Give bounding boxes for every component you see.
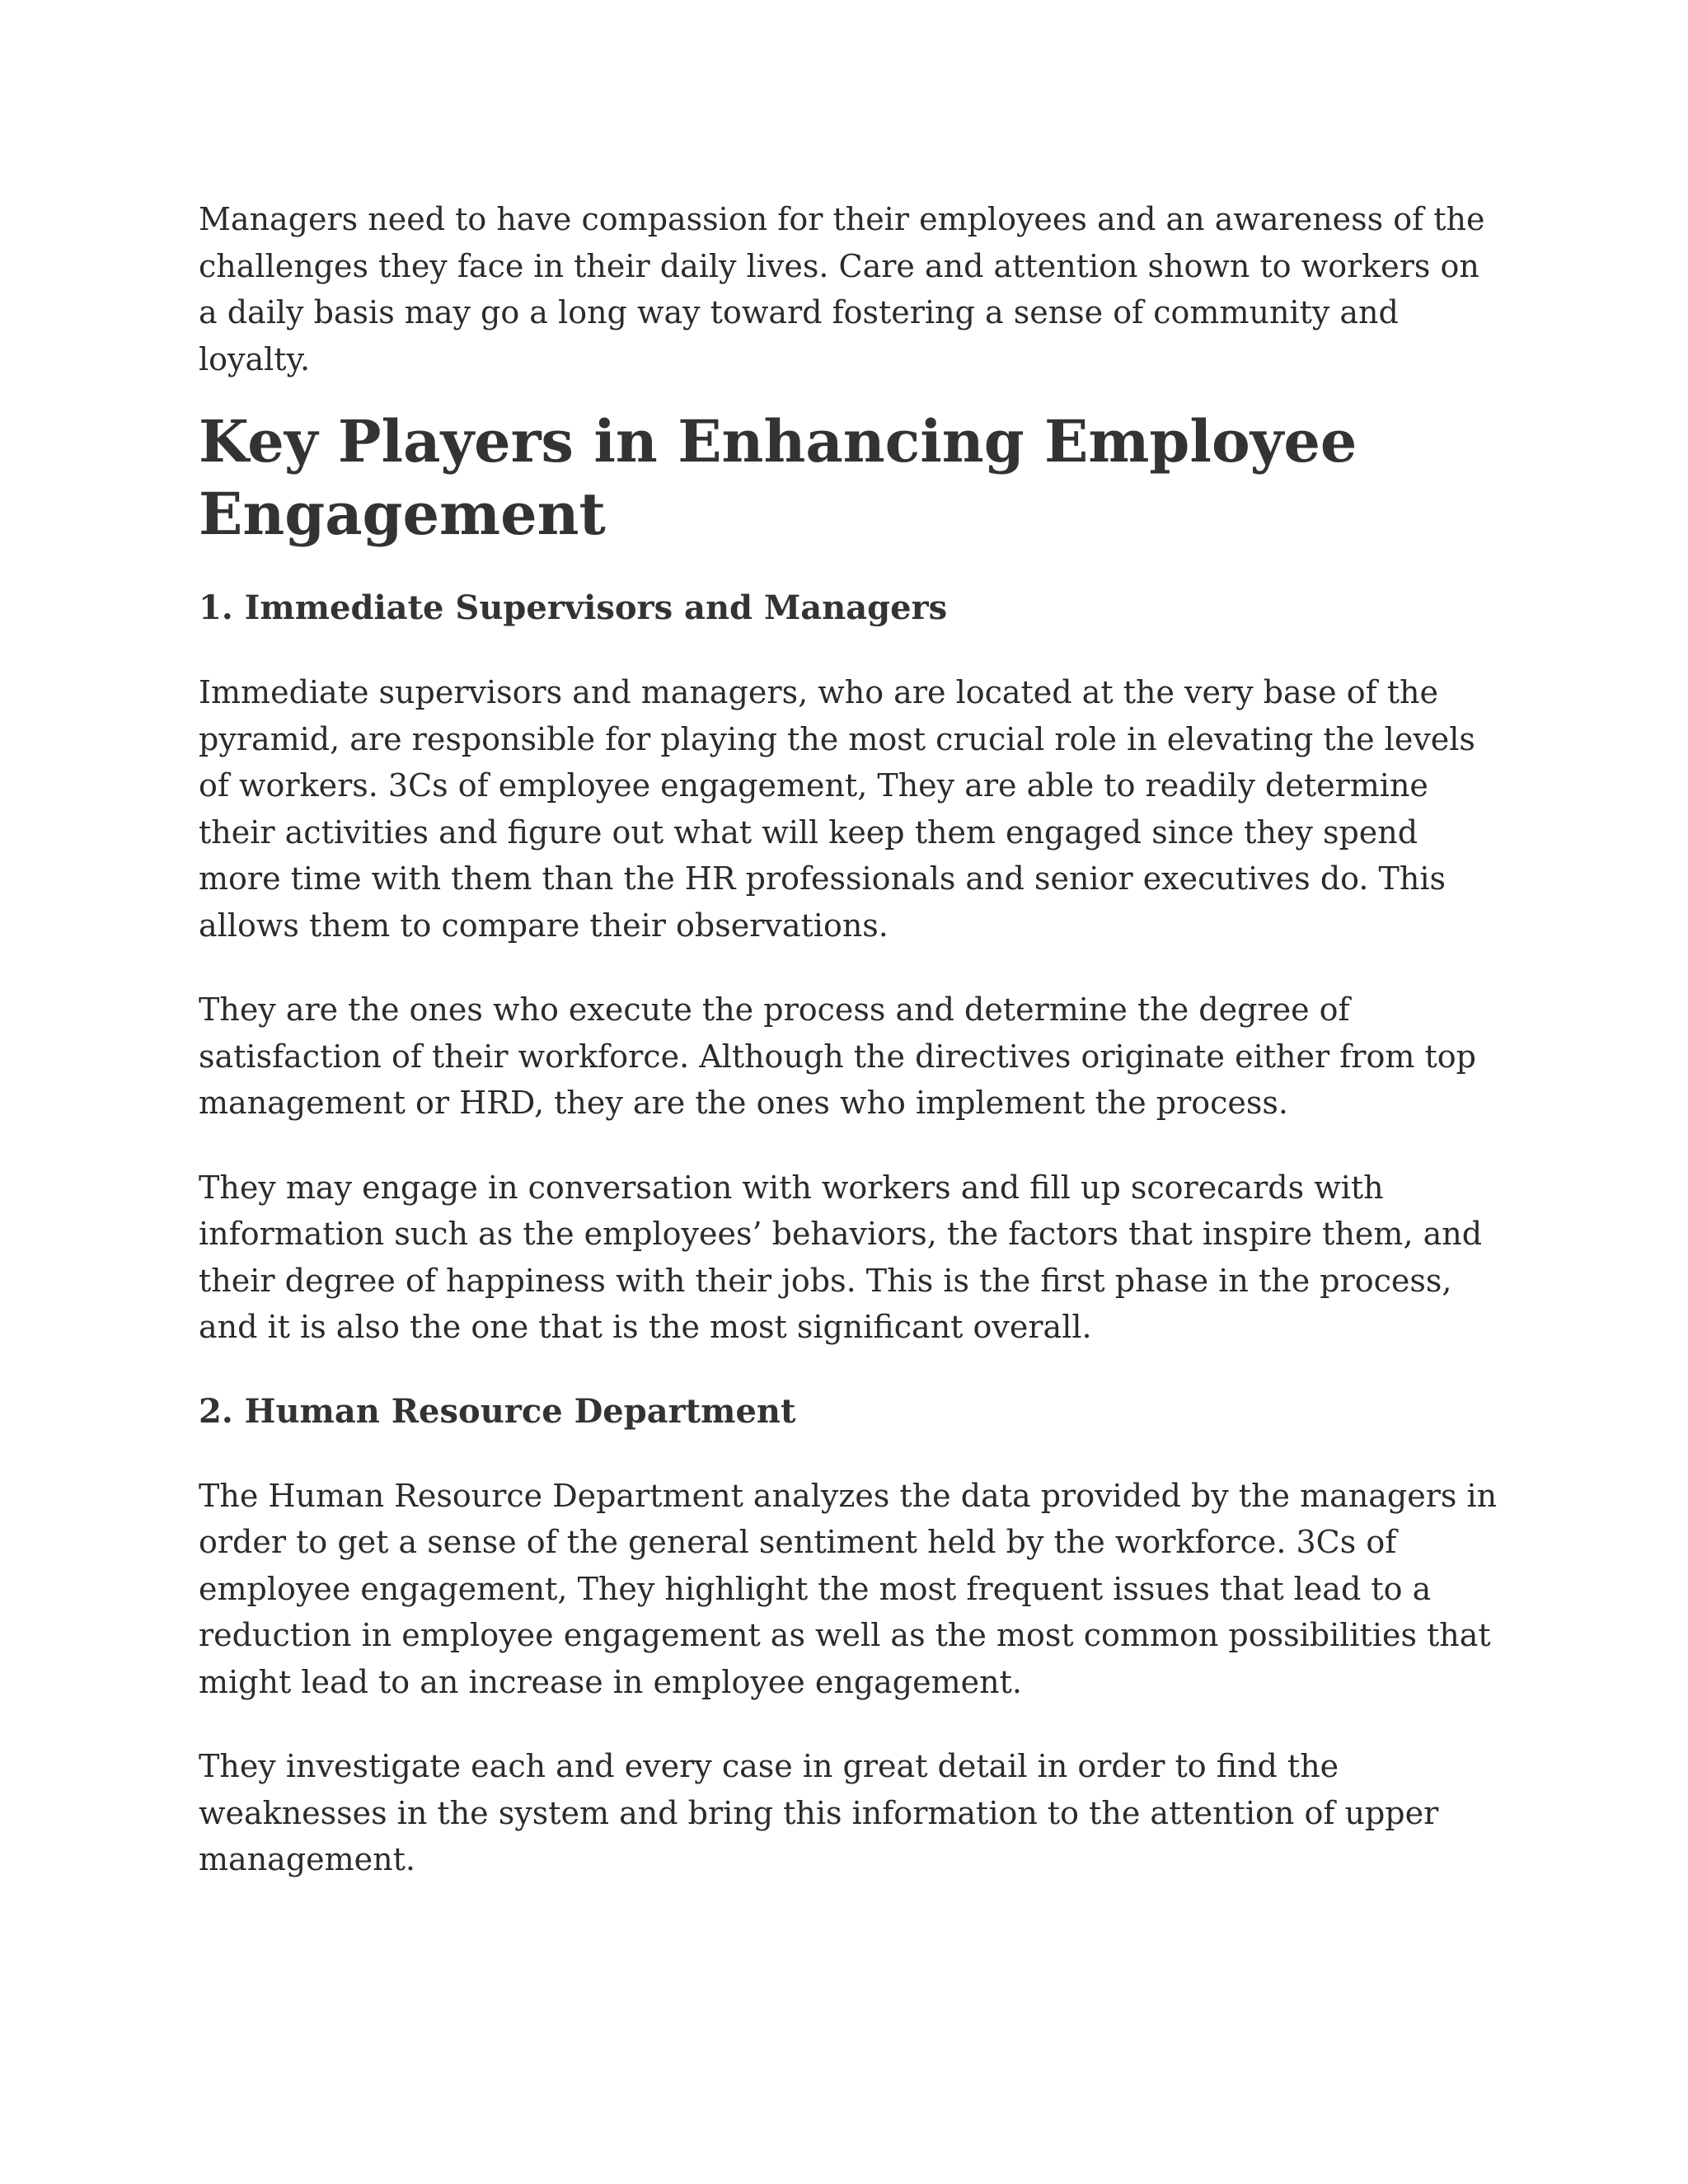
section-paragraph: The Human Resource Department analyzes the data provided by the managers in order to get a sense of the general sentiment held by the workforce. 3Cs of employee engagement, They highlight the most frequent issues that lead to a reduction in employee engagement as well as the most common possibilities that might lead to an increase in employee engagement. <box>199 1477 1498 1700</box>
intro-paragraph: Managers need to have compassion for their employees and an awareness of the challenges they face in their daily lives. Care and attention shown to workers on a daily basis may go a long way toward fostering a sense of community and loyalty. <box>199 201 1485 377</box>
section-paragraph: They may engage in conversation with workers and fill up scorecards with information such as the employees’ behaviors, the factors that inspire them, and their degree of happiness with their jobs. This is the first phase in the process, and it is also the one that is the most significant overall. <box>199 1169 1483 1345</box>
section-heading-supervisors: 1. Immediate Supervisors and Managers <box>199 588 948 627</box>
section-paragraph: Immediate supervisors and managers, who are located at the very base of the pyramid, are responsible for playing the most crucial role in elevating the levels of workers. 3Cs of employee engagement, They are able to readily determine their activities and figure out what will keep them engaged since they spend more time with them than the HR professionals and senior executives do. This allows them to compare their observations. <box>199 674 1475 944</box>
main-heading: Key Players in Enhancing Employee Engagement <box>199 407 1357 548</box>
document-page <box>199 196 1501 1883</box>
section-paragraph: They are the ones who execute the process and determine the degree of satisfaction of their workforce. Although the directives originate either from top management or HRD, they are the ones who implement the process. <box>199 991 1476 1121</box>
section-paragraph: They investigate each and every case in great detail in order to find the weaknesses in the system and bring this information to the attention of upper management. <box>199 1748 1439 1877</box>
section-heading-hr: 2. Human Resource Department <box>199 1391 796 1431</box>
